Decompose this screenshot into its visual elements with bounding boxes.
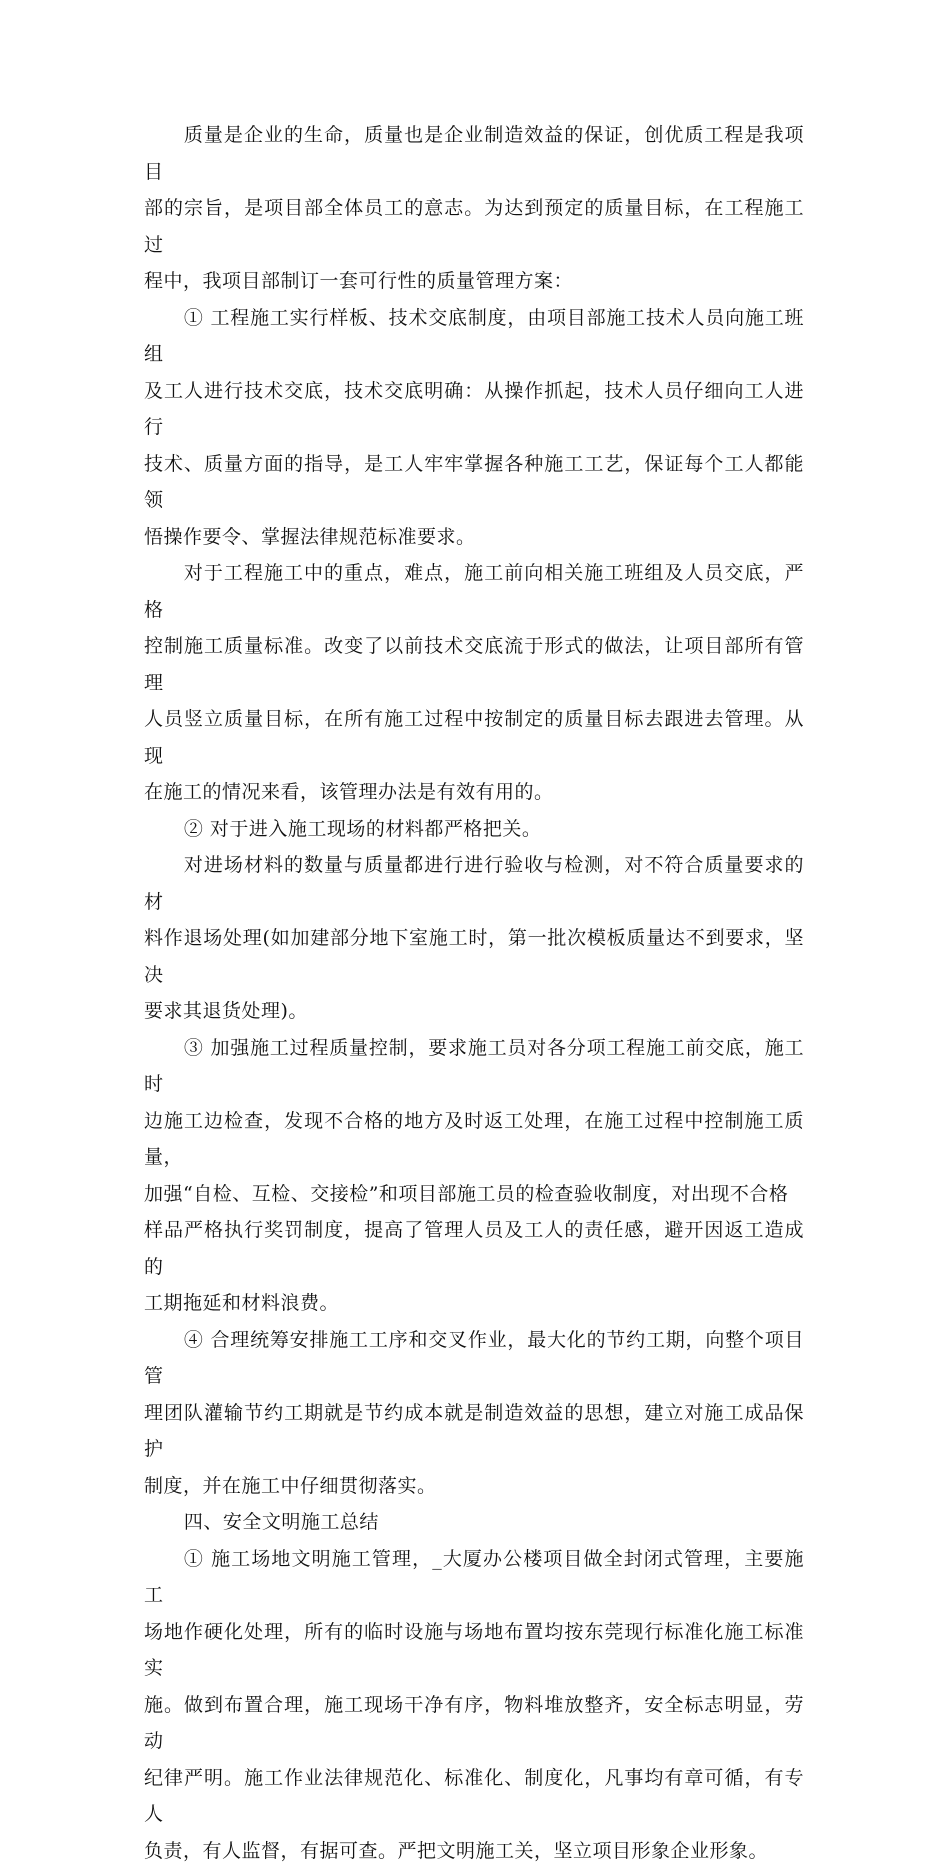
- paragraph-material-control: ② 对于进入施工现场的材料都严格把关。: [144, 811, 804, 848]
- section-heading-safety: 四、安全文明施工总结: [144, 1504, 804, 1541]
- paragraph-schedule-planning: ④ 合理统筹安排施工工序和交叉作业，最大化的节约工期，向整个项目管 理团队灌输节约工期就是节约成本就是制造效益的思想，建立对施工成品保护 制度，并在施工中仔细贯彻落实。: [144, 1322, 804, 1505]
- paragraph-material-inspection: 对进场材料的数量与质量都进行进行验收与检测，对不符合质量要求的材 料作退场处理(如加建部分地下室施工时，第一批次模板质量达不到要求，坚决 要求其退货处理)。: [144, 847, 804, 1030]
- document-body: [144, 117, 804, 1869]
- paragraph-key-points: 对于工程施工中的重点，难点，施工前向相关施工班组及人员交底，严格 控制施工质量标准。改变了以前技术交底流于形式的做法，让项目部所有管理 人员竖立质量目标，在所有施工过程中按制定的质量目标去跟进去管理。从现 在施工的情况来看，该管理办法是有效有用的。: [144, 555, 804, 811]
- paragraph-site-management: ① 施工场地文明施工管理，_大厦办公楼项目做全封闭式管理，主要施工 场地作硬化处理，所有的临时设施与场地布置均按东莞现行标准化施工标准实 施。做到布置合理，施工现场干净有序，物料堆放整齐，安全标志明显，劳动 纪律严明。施工作业法律规范化、标准化、制度化，凡事均有章可循，有专人 负责，有人监督，有据可查。严把文明施工关，坚立项目形象企业形象。: [144, 1541, 804, 1869]
- paragraph-quality-intro: 质量是企业的生命，质量也是企业制造效益的保证，创优质工程是我项目 部的宗旨，是项目部全体员工的意志。为达到预定的质量目标，在工程施工过 程中，我项目部制订一套可行性的质量管理方案：: [144, 117, 804, 300]
- paragraph-process-control: ③ 加强施工过程质量控制，要求施工员对各分项工程施工前交底，施工时 边施工边检查，发现不合格的地方及时返工处理，在施工过程中控制施工质量， 加强“自检、互检、交接检”和项目部施工员的检查验收制度，对出现不合格 样品严格执行奖罚制度，提高了管理人员及工人的责任感，避开因返工造成的 工期拖延和材料浪费。: [144, 1030, 804, 1322]
- paragraph-technical-briefing: ① 工程施工实行样板、技术交底制度，由项目部施工技术人员向施工班组 及工人进行技术交底，技术交底明确：从操作抓起，技术人员仔细向工人进行 技术、质量方面的指导，是工人牢牢掌握各种施工工艺，保证每个工人都能领 悟操作要令、掌握法律规范标准要求。: [144, 300, 804, 556]
